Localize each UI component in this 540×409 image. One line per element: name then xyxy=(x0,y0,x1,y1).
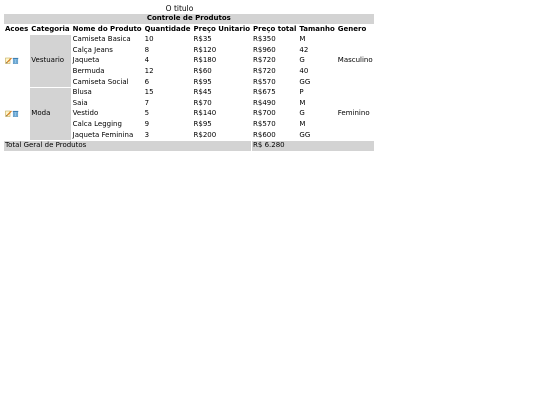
cell-nome: Bermuda xyxy=(72,67,143,77)
cell-nome: Calça Jeans xyxy=(72,46,143,56)
cell-qtd: 15 xyxy=(144,88,192,98)
page-title: O titulo xyxy=(165,4,194,13)
cell-pt: R$570 xyxy=(252,78,297,88)
total-label: Total Geral de Produtos xyxy=(4,141,251,151)
edit-icon[interactable] xyxy=(5,110,11,116)
gender-cell: Masculino xyxy=(337,35,374,87)
cell-pu: R$45 xyxy=(193,88,252,98)
header-preco-total: Preço total xyxy=(253,24,297,33)
cell-qtd: 12 xyxy=(144,67,192,77)
header-quantidade: Quantidade xyxy=(144,24,191,33)
cell-pt: R$490 xyxy=(252,99,297,109)
cell-tam: M xyxy=(298,120,335,130)
cell-nome: Calca Legging xyxy=(72,120,143,130)
total-row xyxy=(4,141,374,151)
products-table xyxy=(3,13,375,152)
cell-pu: R$60 xyxy=(193,67,252,77)
header-preco-unitario: Preço Unitario xyxy=(193,24,251,33)
category-cell: Moda xyxy=(30,88,70,140)
cell-pt: R$570 xyxy=(252,120,297,130)
cell-tam: GG xyxy=(298,78,335,88)
category-cell: Vestuario xyxy=(30,35,70,87)
cell-pu: R$120 xyxy=(193,46,252,56)
cell-tam: M xyxy=(298,99,335,109)
header-genero: Genero xyxy=(337,25,374,35)
edit-icon[interactable] xyxy=(5,57,11,63)
table-row xyxy=(4,88,374,98)
cell-qtd: 5 xyxy=(144,109,192,119)
cell-pu: R$140 xyxy=(193,109,252,119)
table-row xyxy=(4,35,374,45)
cell-qtd: 8 xyxy=(144,46,192,56)
cell-nome: Blusa xyxy=(72,88,143,98)
cell-pt: R$720 xyxy=(252,56,297,66)
table-caption-row xyxy=(4,14,374,24)
cell-pt: R$960 xyxy=(252,46,297,56)
cell-pu: R$180 xyxy=(193,56,252,66)
cell-qtd: 3 xyxy=(144,131,192,141)
cell-tam: 40 xyxy=(298,67,335,77)
cell-pu: R$70 xyxy=(193,99,252,109)
cell-qtd: 4 xyxy=(144,56,192,66)
cell-pu: R$200 xyxy=(193,131,252,141)
cell-tam: P xyxy=(298,88,335,98)
header-tamanho: Tamanho xyxy=(299,24,335,33)
total-value: R$ 6.280 xyxy=(252,141,374,151)
cell-pt: R$600 xyxy=(252,131,297,141)
cell-nome: Saia xyxy=(72,99,143,109)
cell-tam: GG xyxy=(298,131,335,141)
cell-tam: G xyxy=(298,56,335,66)
gender-cell: Feminino xyxy=(337,88,374,140)
cell-pt: R$700 xyxy=(252,109,297,119)
trash-icon[interactable] xyxy=(12,110,18,116)
cell-tam: M xyxy=(298,35,335,45)
cell-qtd: 10 xyxy=(144,35,192,45)
cell-pt: R$720 xyxy=(252,67,297,77)
cell-pu: R$95 xyxy=(193,120,252,130)
cell-nome: Jaqueta xyxy=(72,56,143,66)
header-nome-produto: Nome do Produto xyxy=(72,24,142,33)
cell-pu: R$35 xyxy=(193,35,252,45)
cell-qtd: 7 xyxy=(144,99,192,109)
cell-qtd: 6 xyxy=(144,78,192,88)
header-acoes: Acoes xyxy=(5,24,29,33)
header-categoria: Categoria xyxy=(31,24,70,33)
cell-qtd: 9 xyxy=(144,120,192,130)
cell-tam: 42 xyxy=(298,46,335,56)
table-header-row xyxy=(4,25,374,35)
row-actions xyxy=(4,35,29,87)
row-actions xyxy=(4,88,29,140)
cell-pu: R$95 xyxy=(193,78,252,88)
cell-nome: Jaqueta Feminina xyxy=(72,131,143,141)
trash-icon[interactable] xyxy=(12,57,18,63)
cell-tam: G xyxy=(298,109,335,119)
cell-pt: R$350 xyxy=(252,35,297,45)
cell-nome: Camiseta Basica xyxy=(72,35,143,45)
cell-nome: Camiseta Social xyxy=(72,78,143,88)
cell-pt: R$675 xyxy=(252,88,297,98)
cell-nome: Vestido xyxy=(72,109,143,119)
table-caption: Controle de Produtos xyxy=(4,14,374,24)
